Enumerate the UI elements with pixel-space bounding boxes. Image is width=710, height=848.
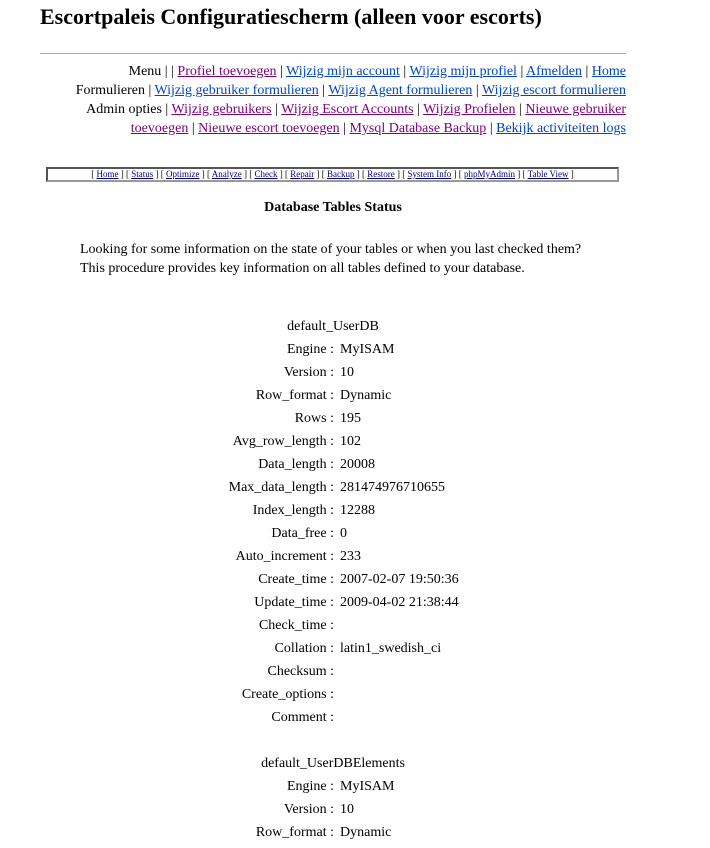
field-value: 2009-04-02 21:38:44 <box>340 595 459 610</box>
db-toolbar <box>46 167 619 182</box>
section-heading: Database Tables Status <box>264 200 402 215</box>
nav-link-wijzig-gebruiker-formulieren[interactable]: Wijzig gebruiker formulieren <box>154 83 319 98</box>
table-row <box>0 710 700 733</box>
nav-separator: | <box>339 121 350 136</box>
toolbar-optimize-link[interactable]: Optimize <box>166 169 200 179</box>
field-value: latin1_swedish_ci <box>340 641 442 656</box>
field-value: MyISAM <box>340 342 395 357</box>
field-label: Rows : <box>294 411 334 426</box>
table-row <box>0 457 700 480</box>
field-label: Max_data_length : <box>228 480 334 495</box>
toolbar-bracket: ] <box>118 169 124 179</box>
table-row <box>0 342 700 365</box>
nav-separator: | <box>399 64 410 79</box>
main-navigation <box>66 62 626 138</box>
nav-link-mysql-database-backup[interactable]: Mysql Database Backup <box>349 121 487 136</box>
intro-text: Looking for some information on the state of your tables or when you last checked them? This procedure provides key information on all tables defined to your database. <box>80 242 582 276</box>
field-label: Avg_row_length : <box>232 434 334 449</box>
field-value: 102 <box>340 434 361 449</box>
table-row <box>0 779 700 802</box>
toolbar-bracket: ] <box>314 169 320 179</box>
toolbar-bracket: ] <box>199 169 205 179</box>
table-row <box>0 549 700 572</box>
table-row <box>0 365 700 388</box>
toolbar-bracket: ] <box>394 169 400 179</box>
field-label: Data_length : <box>258 457 334 472</box>
nav-group-label: Menu | | <box>128 64 178 79</box>
nav-link-wijzig-gebruikers[interactable]: Wijzig gebruikers <box>171 102 272 117</box>
field-value: 0 <box>340 526 347 541</box>
toolbar-bracket: ] <box>568 169 574 179</box>
nav-link-wijzig-profielen[interactable]: Wijzig Profielen <box>423 102 516 117</box>
toolbar-bracket: ] <box>277 169 283 179</box>
toolbar-phpmyadmin-link[interactable]: phpMyAdmin <box>464 169 516 179</box>
table-row <box>0 595 700 618</box>
toolbar-check-link[interactable]: Check <box>254 169 278 179</box>
field-label: Row_format : <box>255 388 334 403</box>
table-row <box>0 388 700 411</box>
nav-group-label: Formulieren | <box>75 83 155 98</box>
field-value: Dynamic <box>340 388 392 403</box>
nav-separator: | <box>515 102 526 117</box>
nav-separator: | <box>486 121 497 136</box>
nav-link-afmelden[interactable]: Afmelden <box>525 64 582 79</box>
toolbar-bracket: [ <box>520 169 528 179</box>
nav-link-wijzig-agent-formulieren[interactable]: Wijzig Agent formulieren <box>328 83 473 98</box>
toolbar-bracket: [ <box>359 169 368 179</box>
table-row <box>0 618 700 641</box>
nav-link-nieuwe-escort-toevoegen[interactable]: Nieuwe escort toevoegen <box>198 121 340 136</box>
toolbar-bracket: [ <box>91 169 97 179</box>
toolbar-bracket: ] <box>451 169 457 179</box>
field-label: Index_length : <box>252 503 334 518</box>
field-value: 2007-02-07 19:50:36 <box>340 572 459 587</box>
field-label: Row_format : <box>255 825 334 840</box>
nav-link-nieuwe-gebruiker-toevoegen[interactable]: Nieuwe gebruiker toevoegen <box>130 102 626 136</box>
field-value: 281474976710655 <box>340 480 445 495</box>
toolbar-system-info-link[interactable]: System Info <box>407 169 452 179</box>
field-label: Version : <box>283 802 334 817</box>
table-row <box>0 503 700 526</box>
table-row <box>0 641 700 664</box>
toolbar-home-link[interactable]: Home <box>96 169 119 179</box>
toolbar-bracket: [ <box>456 169 464 179</box>
table-row <box>0 572 700 595</box>
field-label: Checksum : <box>267 664 334 679</box>
nav-separator: | <box>516 64 526 79</box>
field-label: Collation : <box>274 641 334 656</box>
toolbar-repair-link[interactable]: Repair <box>290 169 315 179</box>
field-label: Create_options : <box>241 687 334 702</box>
field-value: 20008 <box>340 457 375 472</box>
table-row <box>0 434 700 457</box>
nav-link-bekijk-activiteiten-logs[interactable]: Bekijk activiteiten logs <box>496 121 626 136</box>
toolbar-bracket: [ <box>282 169 291 179</box>
field-value: MyISAM <box>340 779 395 794</box>
field-value: 233 <box>340 549 361 564</box>
toolbar-bracket: [ <box>158 169 166 179</box>
nav-link-wijzig-escort-formulieren[interactable]: Wijzig escort formulieren <box>481 83 626 98</box>
field-value: 10 <box>340 802 354 817</box>
field-label: Update_time : <box>254 595 334 610</box>
field-label: Data_free : <box>271 526 334 541</box>
table-row <box>0 802 700 825</box>
field-value: 10 <box>340 365 354 380</box>
field-label: Engine : <box>286 342 334 357</box>
nav-separator: | <box>472 83 482 98</box>
table-name: default_UserDB <box>287 319 379 334</box>
nav-link-home[interactable]: Home <box>591 64 626 79</box>
nav-link-wijzig-mijn-account[interactable]: Wijzig mijn account <box>286 64 400 79</box>
field-value: 195 <box>340 411 361 426</box>
table-name: default_UserDBElements <box>261 756 405 771</box>
table-row <box>0 664 700 687</box>
table-row <box>0 480 700 503</box>
toolbar-restore-link[interactable]: Restore <box>367 169 395 179</box>
nav-link-profiel-toevoegen[interactable]: Profiel toevoegen <box>177 64 277 79</box>
nav-separator: | <box>188 121 199 136</box>
field-label: Engine : <box>286 779 334 794</box>
nav-group-label: Admin opties | <box>86 102 172 117</box>
field-label: Check_time : <box>258 618 334 633</box>
toolbar-backup-link[interactable]: Backup <box>327 169 355 179</box>
field-label: Comment : <box>271 710 334 725</box>
toolbar-bracket: [ <box>400 169 408 179</box>
toolbar-bracket: ] <box>515 169 521 179</box>
toolbar-bracket: [ <box>204 169 212 179</box>
nav-separator: | <box>276 64 287 79</box>
field-label: Create_time : <box>258 572 334 587</box>
field-label: Version : <box>283 365 334 380</box>
toolbar-bracket: ] <box>153 169 159 179</box>
nav-separator: | <box>318 83 329 98</box>
table-row <box>0 411 700 434</box>
toolbar-bracket: ] <box>354 169 360 179</box>
field-value: Dynamic <box>340 825 392 840</box>
nav-link-wijzig-escort-accounts[interactable]: Wijzig Escort Accounts <box>281 102 414 117</box>
nav-separator: | <box>413 102 424 117</box>
toolbar-status-link[interactable]: Status <box>131 169 154 179</box>
toolbar-bracket: ] <box>241 169 247 179</box>
nav-link-wijzig-mijn-profiel[interactable]: Wijzig mijn profiel <box>409 64 517 79</box>
nav-separator: | <box>271 102 282 117</box>
table-row <box>0 526 700 549</box>
toolbar-bracket: [ <box>319 169 327 179</box>
nav-separator: | <box>581 64 592 79</box>
toolbar-table-view-link[interactable]: Table View <box>527 169 569 179</box>
toolbar-bracket: [ <box>247 169 255 179</box>
header-divider <box>40 53 626 54</box>
field-value: 12288 <box>340 503 375 518</box>
toolbar-analyze-link[interactable]: Analyze <box>211 169 242 179</box>
field-label: Auto_increment : <box>235 549 334 564</box>
page-title: Escortpaleis Configuratiescherm (alleen voor escorts) <box>40 4 542 29</box>
table-row <box>0 687 700 710</box>
toolbar-bracket: [ <box>123 169 132 179</box>
